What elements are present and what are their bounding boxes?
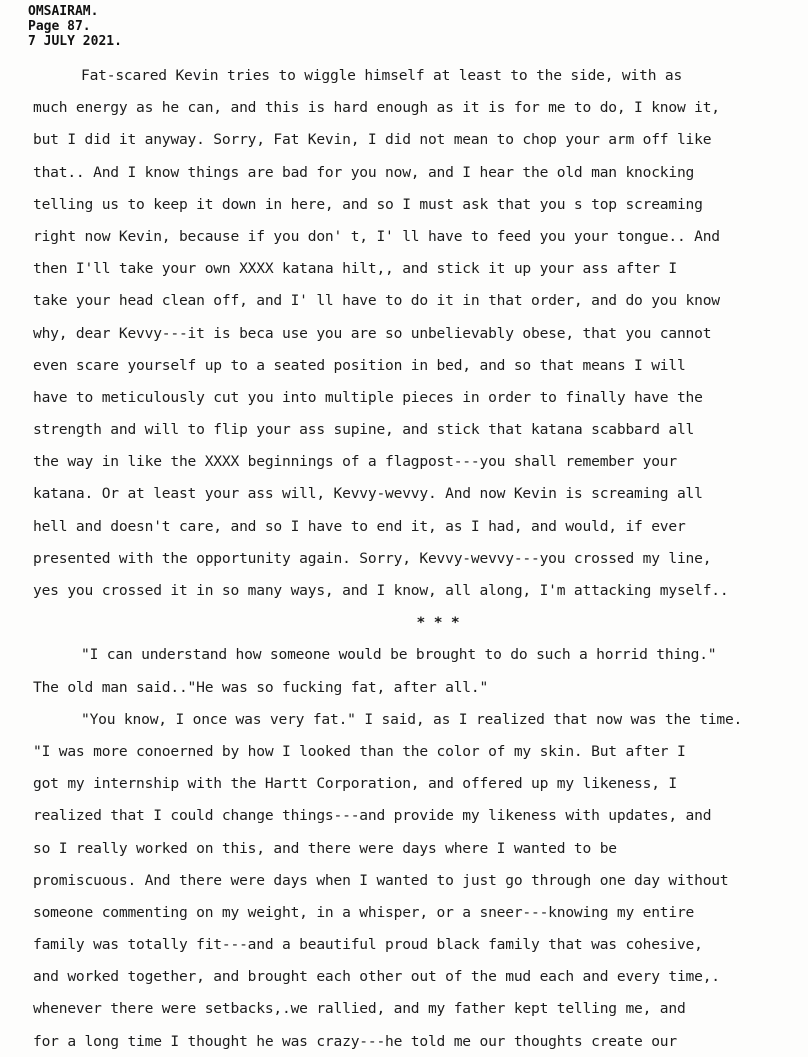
- text-line: right now Kevin, because if you don' t, I' ll have to feed you your tongue.. And: [33, 227, 720, 245]
- text-line: realized that I could change things---and provide my likeness with updates, and: [33, 807, 712, 825]
- text-line: hell and doesn't care, and so I have to end it, as I had, and would, if ever: [33, 517, 686, 535]
- section-break: * * *: [416, 614, 460, 632]
- header-date: 7 JULY 2021.: [28, 34, 122, 49]
- text-line: Fat-scared Kevin tries to wiggle himself at least to the side, with as: [81, 67, 683, 84]
- text-line: much energy as he can, and this is hard enough as it is for me to do, I know it,: [33, 99, 720, 117]
- text-line: "I can understand how someone would be brought to do such a horrid thing.": [81, 646, 717, 664]
- text-line: for a long time I thought he was crazy---he told me our thoughts create our: [33, 1032, 677, 1050]
- page-header: [28, 4, 122, 49]
- text-line: strength and will to flip your ass supine, and stick that katana scabbard all: [33, 421, 695, 439]
- text-line: have to meticulously cut you into multiple pieces in order to finally have the: [33, 388, 703, 406]
- text-line: that.. And I know things are bad for you now, and I hear the old man knocking: [33, 163, 695, 181]
- text-line: yes you crossed it in so many ways, and I know, all along, I'm attacking myself..: [33, 582, 729, 599]
- text-line: the way in like the XXXX beginnings of a flagpost---you shall remember your: [33, 453, 677, 471]
- text-line: and worked together, and brought each other out of the mud each and every time,.: [33, 968, 720, 986]
- text-line: promiscuous. And there were days when I wanted to just go through one day without: [33, 871, 729, 889]
- text-line: katana. Or at least your ass will, Kevvy-wevvy. And now Kevin is screaming all: [33, 485, 703, 503]
- text-line: whenever there were setbacks,.we rallied, and my father kept telling me, and: [33, 1000, 686, 1018]
- text-line: so I really worked on this, and there were days where I wanted to be: [33, 839, 617, 857]
- text-line: telling us to keep it down in here, and so I must ask that you s top screaming: [33, 195, 703, 213]
- text-line: someone commenting on my weight, in a whisper, or a sneer---knowing my entire: [33, 903, 695, 921]
- text-line: but I did it anyway. Sorry, Fat Kevin, I did not mean to chop your arm off like: [33, 131, 712, 149]
- text-line: why, dear Kevvy---it is beca use you are so unbelievably obese, that you cannot: [33, 324, 712, 342]
- text-line: "I was more conoerned by how I looked than the color of my skin. But after I: [33, 742, 686, 760]
- text-line: then I'll take your own XXXX katana hilt,, and stick it up your ass after I: [33, 260, 677, 278]
- body-text: [33, 60, 803, 1058]
- header-page-number: Page 87.: [28, 19, 91, 34]
- text-line: presented with the opportunity again. Sorry, Kevvy-wevvy---you crossed my line,: [33, 549, 712, 567]
- header-title: OMSAIRAM.: [28, 4, 99, 19]
- text-line: got my internship with the Hartt Corporation, and offered up my likeness, I: [33, 775, 677, 793]
- text-line: even scare yourself up to a seated position in bed, and so that means I will: [33, 356, 686, 374]
- text-line: The old man said.."He was so fucking fat, after all.": [33, 678, 489, 696]
- text-line: "You know, I once was very fat." I said, as I realized that now was the time.: [81, 710, 743, 728]
- text-line: take your head clean off, and I' ll have to do it in that order, and do you know: [33, 292, 720, 310]
- text-line: family was totally fit---and a beautiful proud black family that was cohesive,: [33, 936, 703, 954]
